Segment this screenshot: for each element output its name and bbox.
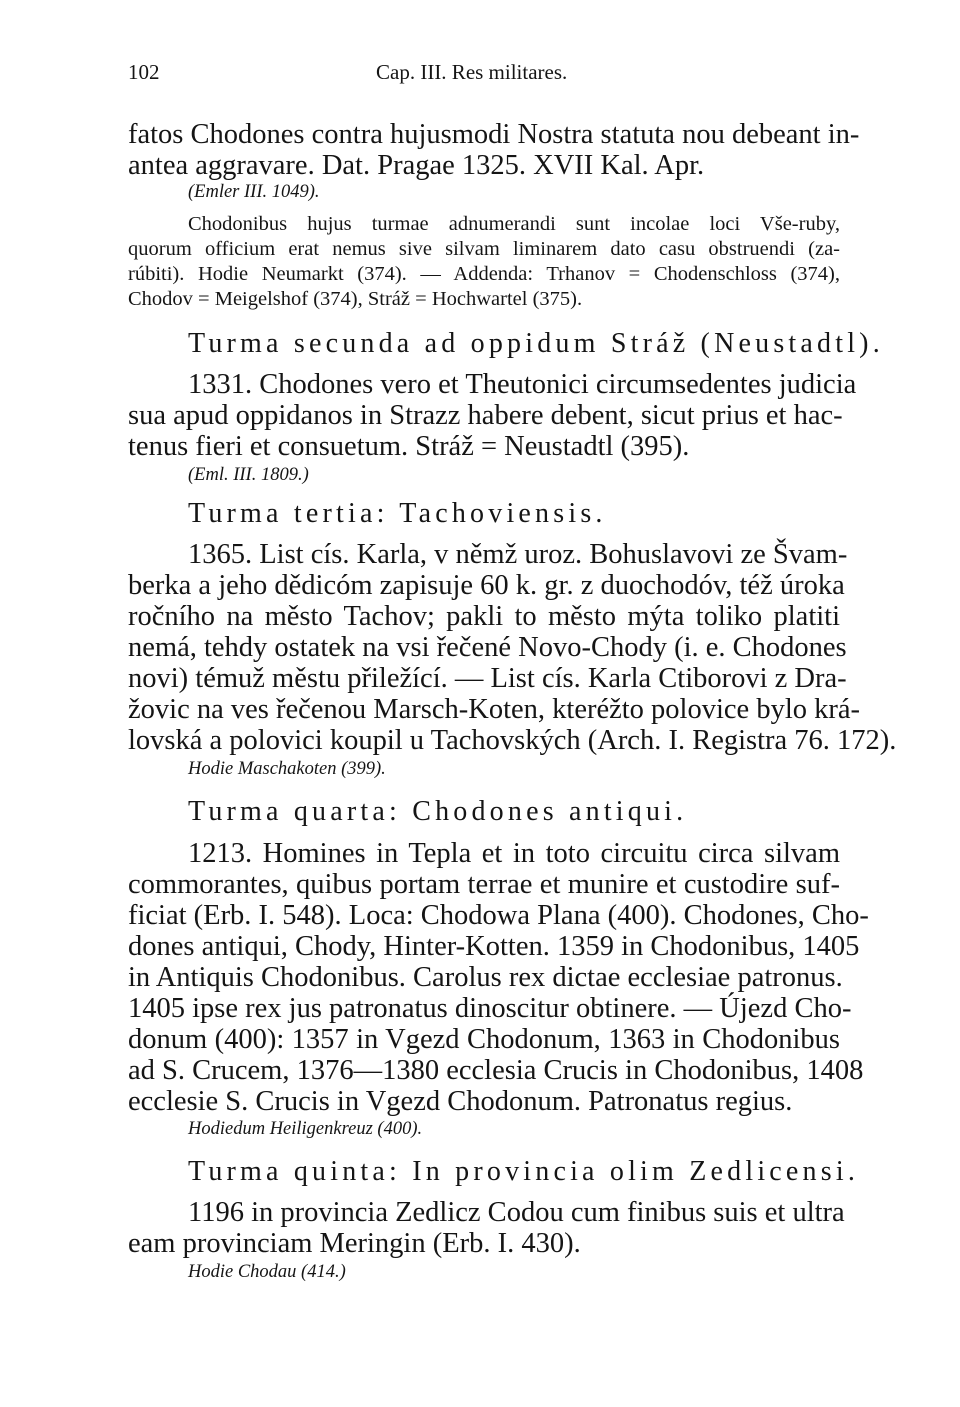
text-line: 1405 ipse rex jus patronatus dinoscitur obtinere. — Újezd Cho-	[128, 993, 852, 1024]
text-line: dones antiqui, Chody, Hinter-Kotten. 1359 in Chodonibus, 1405	[128, 931, 860, 962]
text-line: 1365. List cís. Karla, v němž uroz. Bohuslavovi ze Švam-	[188, 539, 848, 570]
citation: (Emler III. 1049).	[188, 182, 320, 202]
text-line: 1196 in provincia Zedlicz Codou cum finibus suis et ultra	[188, 1197, 845, 1228]
text-line: 1213. Homines in Tepla et in toto circuitu circa silvam	[188, 838, 840, 869]
section-heading: Turma quinta: In provincia olim Zedlicensi.	[188, 1156, 860, 1187]
text-line: eam provinciam Meringin (Erb. I. 430).	[128, 1228, 581, 1259]
text-line: antea aggravare. Dat. Pragae 1325. XVII Kal. Apr.	[128, 150, 705, 181]
text-line: lovská a polovici koupil u Tachovských (Arch. I. Registra 76. 172).	[128, 725, 897, 756]
section-heading: Turma quarta: Chodones antiqui.	[188, 796, 688, 827]
citation: Hodiedum Heiligenkreuz (400).	[188, 1119, 423, 1139]
running-title: Cap. III. Res militares.	[376, 60, 568, 84]
note-line: Chodov = Meigelshof (374), Stráž = Hochwartel (375).	[128, 288, 583, 310]
text-line: žovic na ves řečenou Marsch-Koten, kteréžto polovice bylo krá-	[128, 694, 860, 725]
text-line: novi) témuž městu přiležící. — List cís. Karla Ctiborovi z Dra-	[128, 663, 847, 694]
note-line: quorum officium erat nemus sive silvam liminarem dato casu obstruendi (za-	[128, 238, 840, 260]
text-line: nemá, tehdy ostatek na vsi řečené Novo-Chody (i. e. Chodones	[128, 632, 847, 663]
text-line: ročního na město Tachov; pakli to město mýta toliko platiti	[128, 601, 840, 632]
page-number: 102	[128, 60, 160, 84]
citation: Hodie Maschakoten (399).	[188, 759, 386, 779]
text-line: fatos Chodones contra hujusmodi Nostra statuta nou debeant in-	[128, 119, 860, 150]
text-line: berka a jeho dědicóm zapisuje 60 k. gr. z duochodóv, též úroka	[128, 570, 845, 601]
text-line: in Antiquis Chodonibus. Carolus rex dictae ecclesiae patronus.	[128, 962, 843, 993]
text-line: ficiat (Erb. I. 548). Loca: Chodowa Plana (400). Chodones, Cho-	[128, 900, 869, 931]
text-line: 1331. Chodones vero et Theutonici circumsedentes judicia	[188, 369, 857, 400]
note-line: rúbiti). Hodie Neumarkt (374). — Addenda: Trhanov = Chodenschloss (374),	[128, 263, 840, 285]
text-line: ecclesie S. Crucis in Vgezd Chodonum. Patronatus regius.	[128, 1086, 793, 1117]
citation: Hodie Chodau (414.)	[188, 1262, 346, 1282]
section-heading: Turma secunda ad oppidum Stráž (Neustadtl).	[188, 328, 884, 359]
text-line: commorantes, quibus portam terrae et munire et custodire suf-	[128, 869, 840, 900]
section-heading: Turma tertia: Tachoviensis.	[188, 498, 607, 529]
text-line: tenus fieri et consuetum. Stráž = Neustadtl (395).	[128, 431, 690, 462]
note-line: Chodonibus hujus turmae adnumerandi sunt incolae loci Vše-ruby,	[188, 213, 840, 235]
citation: (Eml. III. 1809.)	[188, 465, 309, 485]
text-line: donum (400): 1357 in Vgezd Chodonum, 1363 in Chodonibus	[128, 1024, 840, 1055]
text-line: ad S. Crucem, 1376—1380 ecclesia Crucis in Chodonibus, 1408	[128, 1055, 864, 1086]
text-line: sua apud oppidanos in Strazz habere debent, sicut prius et hac-	[128, 400, 843, 431]
